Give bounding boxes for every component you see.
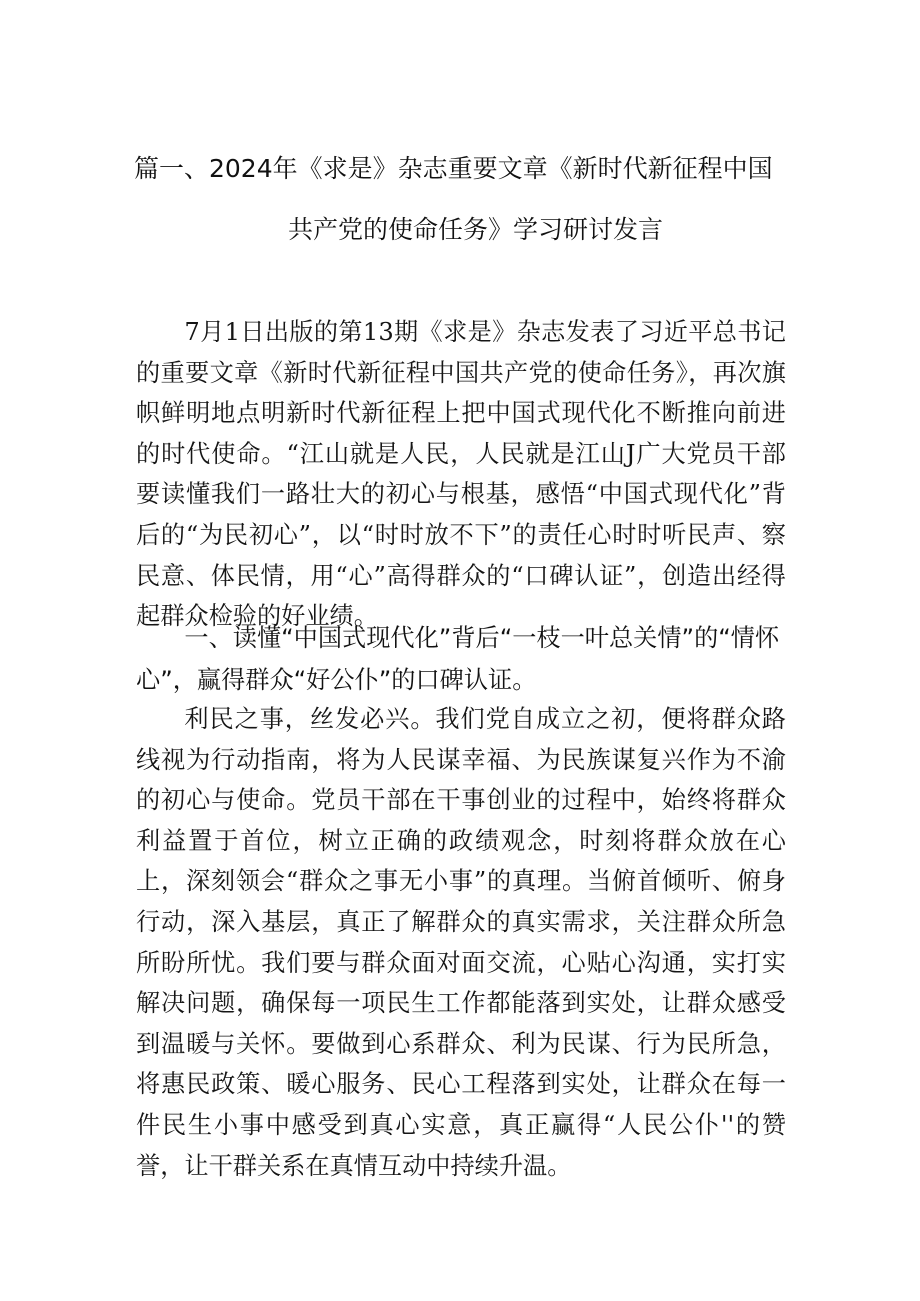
paragraph-section-1: 利民之事，丝发必兴。我们党自成立之初，便将群众路线视为行动指南，将为人民谋幸福、为民族谋复兴作为不渝的初心与使命。党员干部在干事创业的过程中，始终将群众利益置于首位，树立正确的政绩观念，时刻将群众放在心上，深刻领会“群众之事无小事”的真理。当俯首倾听、俯身行动，深入基层，真正了解群众的真实需求，关注群众所急所盼所忧。我们要与群众面对面交流，心贴心沟通，实打实解决问题，确保每一项民生工作都能落到实处，让群众感受到温暖与关怀。要做到心系群众、利为民谋、行为民所急，将惠民政策、暖心服务、民心工程落到实处，让群众在每一件民生小事中感受到真心实意，真正赢得“人民公仆''的赞誉，让干群关系在真情互动中持续升温。: [136, 705, 786, 1180]
section-heading-1: 一、读懂“中国式现代化”背后“一枝一叶总关情”的“情怀心”，赢得群众“好公仆”的口碑认证。: [136, 624, 780, 694]
paragraph-intro: 7月1日出版的第13期《求是》杂志发表了习近平总书记的重要文章《新时代新征程中国共产党的使命任务》，再次旗帜鲜明地点明新时代新征程上把中国式现代化不断推向前进的时代使命。“江山就是人民，人民就是江山J广大党员干部要读懂我们一路壮大的初心与根基，感悟“中国式现代化”背后的“为民初心”，以“时时放不下”的责任心时时听民声、察民意、体民情，用“心”高得群众的“口碑认证”，创造出经得起群众检验的好业绩。: [136, 318, 786, 631]
document-title-line-2: 共产党的使命任务》学习研讨发言: [288, 215, 664, 244]
document-title-line-1: 篇一、2024年《求是》杂志重要文章《新时代新征程中国: [134, 154, 773, 183]
